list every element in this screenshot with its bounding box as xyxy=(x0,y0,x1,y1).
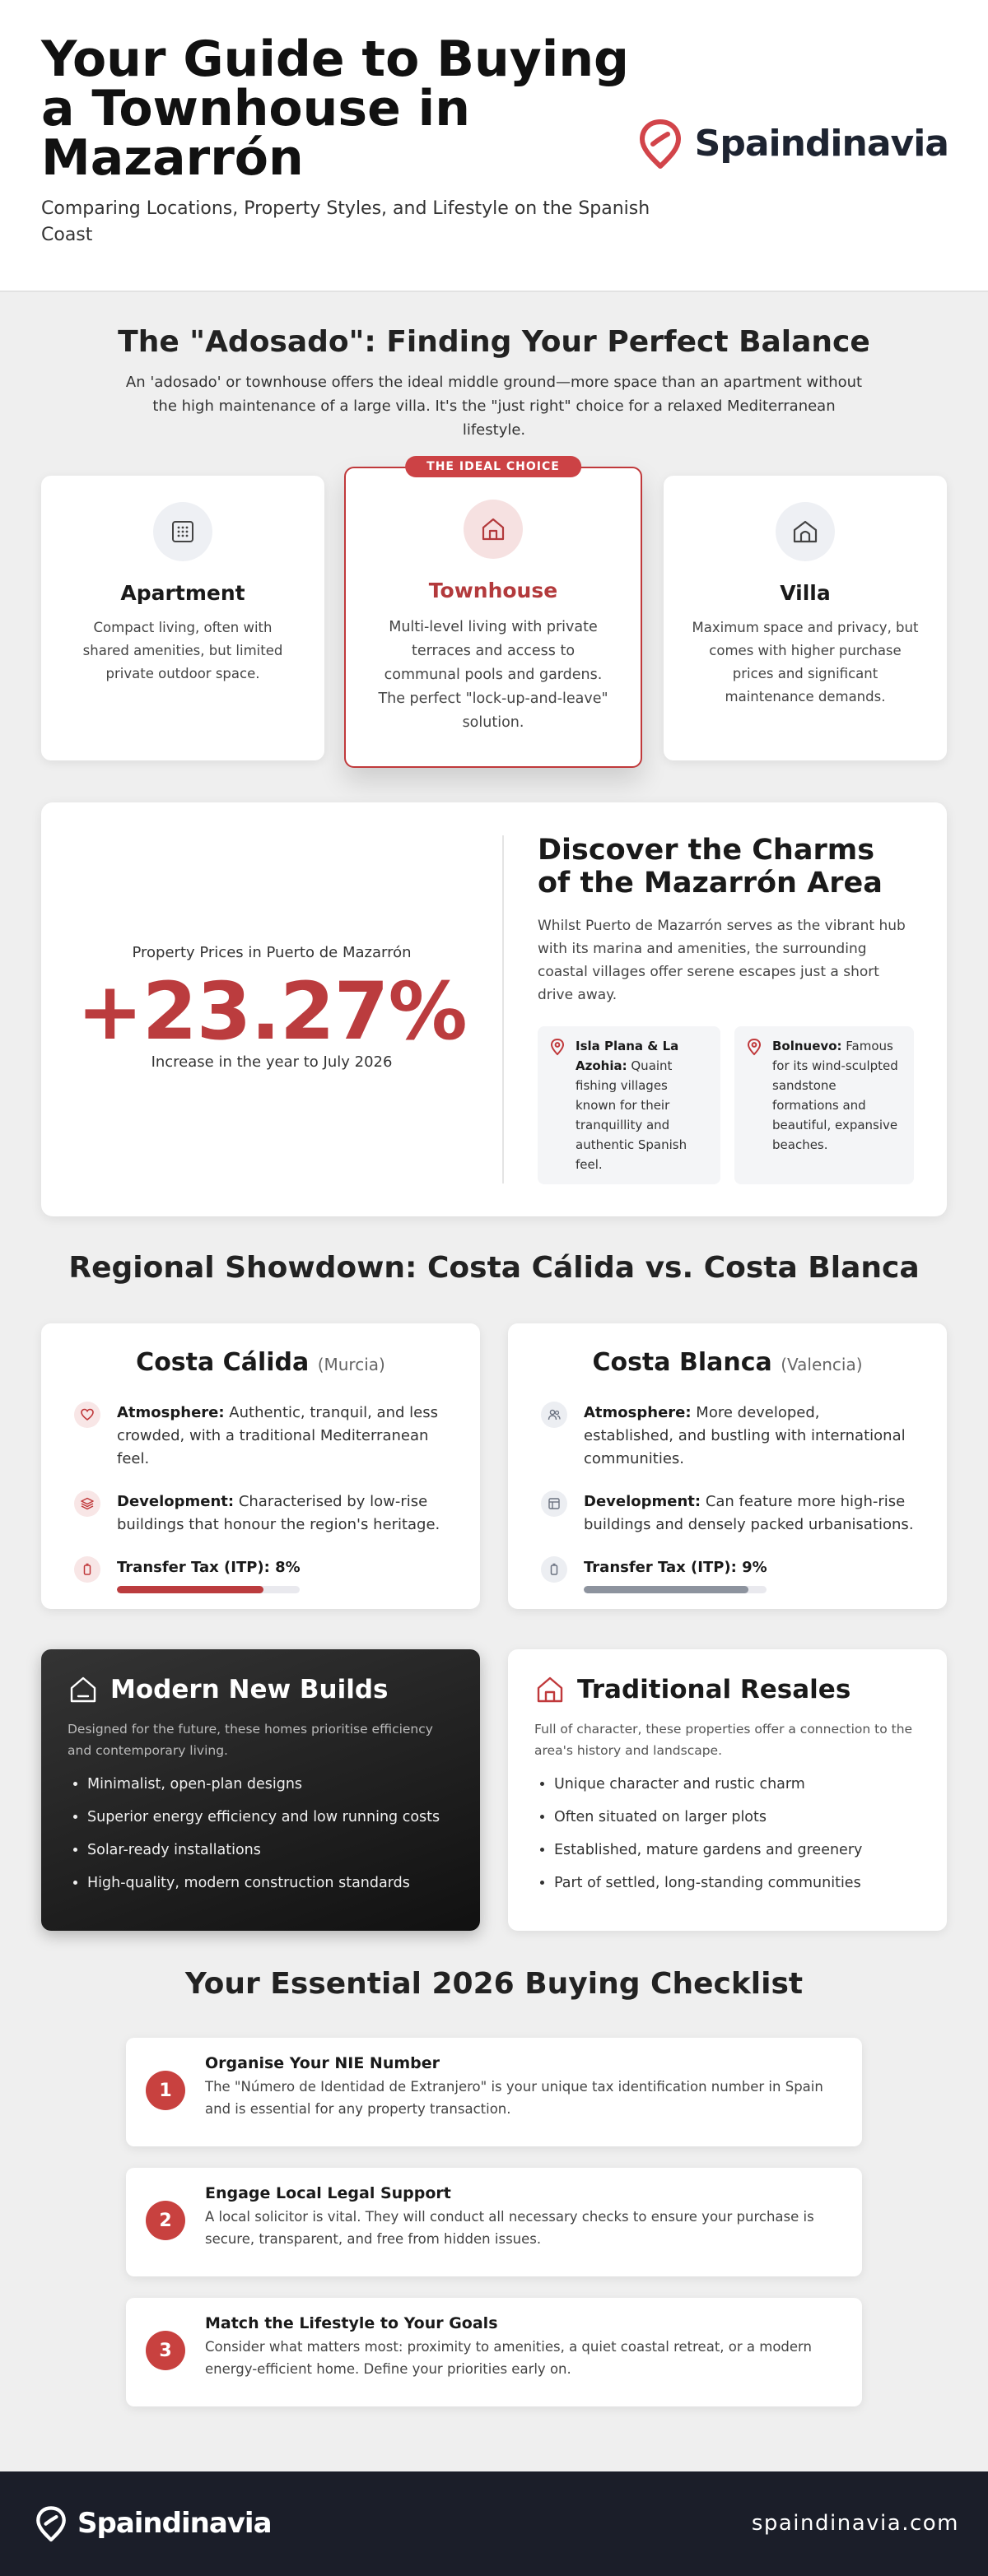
tax-bar-fill xyxy=(117,1586,263,1593)
brand-logo[interactable] xyxy=(637,117,948,170)
intro-text: An 'adosado' or townhouse offers the ideal middle ground—more space than an apartment without the high maintenance of a large villa. It's the "just right" choice for a relaxed Mediterranean lifestyle. xyxy=(125,374,863,439)
stat-label: Property Prices in Puerto de Mazarrón xyxy=(132,944,412,961)
villa-icon xyxy=(791,518,819,546)
village-name: Bolnuevo: xyxy=(772,1039,842,1053)
tax-bar xyxy=(584,1586,767,1593)
checklist-section xyxy=(0,1967,988,2001)
page-subtitle: Comparing Locations, Property Styles, and Lifestyle on the Spanish Coast xyxy=(41,198,650,245)
page-title: Your Guide to Buying a Townhouse in Mazarrón xyxy=(41,30,629,187)
traditional-resales-title: Traditional Resales xyxy=(577,1675,851,1704)
layout-icon xyxy=(548,1497,561,1510)
costa-blanca-card xyxy=(508,1323,947,1609)
location-pin-icon xyxy=(746,1038,762,1056)
charms-title: Discover the Charms of the Mazarrón Area xyxy=(538,834,883,900)
tax-row xyxy=(541,1556,914,1593)
charms-text: Whilst Puerto de Mazarrón serves as the vibrant hub with its marina and amenities, the surrounding coastal villages offer serene escapes just a short drive away. xyxy=(538,918,906,1003)
list-item: • High-quality, modern construction standards xyxy=(87,1872,454,1895)
logo-pin-icon xyxy=(35,2504,68,2542)
brand-wordmark: Spaindinavia xyxy=(694,122,948,165)
development-row: Development: Characterised by low-rise buildings that honour the region's heritage. xyxy=(74,1490,447,1537)
layers-icon xyxy=(81,1497,94,1510)
traditional-resales-desc: Full of character, these properties offer a connection to the area's history and landscape. xyxy=(534,1722,913,1758)
list-item: • Solar-ready installations xyxy=(87,1839,454,1862)
logo-pin-icon xyxy=(637,117,683,170)
list-item: • Established, mature gardens and greenery xyxy=(554,1839,920,1862)
checklist-item xyxy=(126,2168,862,2276)
tax-row xyxy=(74,1556,447,1593)
list-item: • Often situated on larger plots xyxy=(554,1806,920,1829)
costa-calida-card xyxy=(41,1323,480,1609)
village-text: Famous for its wind-sculpted sandstone formations and beautiful, expansive beaches. xyxy=(772,1039,898,1152)
website-link[interactable]: spaindinavia.com xyxy=(751,2511,959,2536)
region-province: (Valencia) xyxy=(781,1355,863,1374)
village-card-isla-plana xyxy=(538,1026,720,1184)
townhouse-title: Townhouse xyxy=(428,579,558,602)
villa-card xyxy=(664,476,947,760)
heart-icon xyxy=(81,1408,94,1421)
step-text: The "Número de Identidad de Extranjero" is your unique tax identification number in Spain and is essential for any property transaction. xyxy=(205,2079,823,2117)
villa-text: Maximum space and privacy, but comes with higher purchase prices and significant maintenance demands. xyxy=(692,620,919,704)
apartment-text: Compact living, often with shared amenities, but limited private outdoor space. xyxy=(82,620,283,681)
atmosphere-row: Atmosphere: Authentic, tranquil, and less crowded, with a traditional Mediterranean feel. xyxy=(74,1402,447,1471)
village-card-bolnuevo xyxy=(734,1026,914,1184)
checklist-item xyxy=(126,2298,862,2406)
users-icon xyxy=(548,1408,561,1421)
step-title: Organise Your NIE Number xyxy=(205,2054,440,2072)
modern-builds-desc: Designed for the future, these homes prioritise efficiency and contemporary living. xyxy=(68,1722,433,1758)
checklist-item xyxy=(126,2038,862,2146)
stat-caption: Increase in the year to July 2026 xyxy=(151,1053,393,1071)
modern-builds-card xyxy=(41,1649,480,1931)
checklist-title: Your Essential 2026 Buying Checklist xyxy=(184,1967,804,2001)
step-text: A local solicitor is vital. They will conduct all necessary checks to ensure your purchase is secure, transparent, and free from hidden issues. xyxy=(205,2209,814,2247)
modern-builds-list xyxy=(68,1773,454,1895)
divider xyxy=(502,835,504,1183)
tax-bar-fill xyxy=(584,1586,748,1593)
tax-label: Transfer Tax (ITP): 9% xyxy=(584,1559,767,1576)
footer-wordmark: Spaindinavia xyxy=(77,2507,272,2540)
page-footer xyxy=(0,2471,988,2576)
location-pin-icon xyxy=(549,1038,566,1056)
village-text: Quaint fishing villages known for their tranquillity and authentic Spanish feel. xyxy=(576,1058,687,1172)
list-item: • Superior energy efficiency and low running costs xyxy=(87,1806,454,1829)
price-stat xyxy=(41,802,502,1216)
list-item: • Unique character and rustic charm xyxy=(554,1773,920,1796)
step-number: 3 xyxy=(146,2331,185,2370)
modern-builds-title: Modern New Builds xyxy=(110,1675,389,1704)
traditional-house-icon xyxy=(534,1674,566,1705)
apartment-card xyxy=(41,476,324,760)
traditional-resales-list xyxy=(534,1773,920,1895)
townhouse-text: Multi-level living with private terraces and access to communal pools and gardens. The perfect "lock-up-and-leave" solution. xyxy=(378,619,608,731)
list-item: • Minimalist, open-plan designs xyxy=(87,1773,454,1796)
villa-title: Villa xyxy=(780,581,831,605)
stat-value: +23.27% xyxy=(77,965,467,1058)
step-title: Match the Lifestyle to Your Goals xyxy=(205,2314,498,2332)
apartment-icon xyxy=(169,518,197,546)
step-number: 1 xyxy=(146,2071,185,2110)
village-name: Isla Plana & La Azohia: xyxy=(576,1039,679,1073)
regional-title: Regional Showdown: Costa Cálida vs. Costa Blanca xyxy=(68,1251,920,1285)
charms-section xyxy=(41,802,947,1216)
tax-label: Transfer Tax (ITP): 8% xyxy=(117,1559,301,1576)
townhouse-card xyxy=(344,460,642,768)
charms-content xyxy=(538,834,916,1007)
region-province: (Murcia) xyxy=(317,1355,385,1374)
footer-brand-logo[interactable] xyxy=(35,2504,272,2542)
tax-tag-icon xyxy=(81,1563,94,1576)
tax-tag-icon xyxy=(548,1563,561,1576)
region-name: Costa Cálida xyxy=(136,1348,310,1377)
traditional-resales-card xyxy=(508,1649,947,1931)
step-title: Engage Local Legal Support xyxy=(205,2184,451,2202)
list-item: • Part of settled, long-standing communities xyxy=(554,1872,920,1895)
modern-house-icon xyxy=(68,1674,99,1705)
apartment-title: Apartment xyxy=(120,581,245,605)
development-row: Development: Can feature more high-rise buildings and densely packed urbanisations. xyxy=(541,1490,914,1537)
intro-section xyxy=(0,325,988,442)
step-number: 2 xyxy=(146,2201,185,2240)
intro-title: The "Adosado": Finding Your Perfect Balance xyxy=(118,325,870,359)
house-icon xyxy=(479,515,507,543)
step-text: Consider what matters most: proximity to amenities, a quiet coastal retreat, or a modern energy-efficient home. Define your priorities early on. xyxy=(205,2339,812,2377)
page-header xyxy=(0,0,988,292)
tax-bar xyxy=(117,1586,300,1593)
region-name: Costa Blanca xyxy=(592,1348,772,1377)
regional-section xyxy=(0,1251,988,1285)
atmosphere-row: Atmosphere: More developed, established, and bustling with international communities. xyxy=(541,1402,914,1471)
ideal-choice-badge: THE IDEAL CHOICE xyxy=(405,456,581,477)
